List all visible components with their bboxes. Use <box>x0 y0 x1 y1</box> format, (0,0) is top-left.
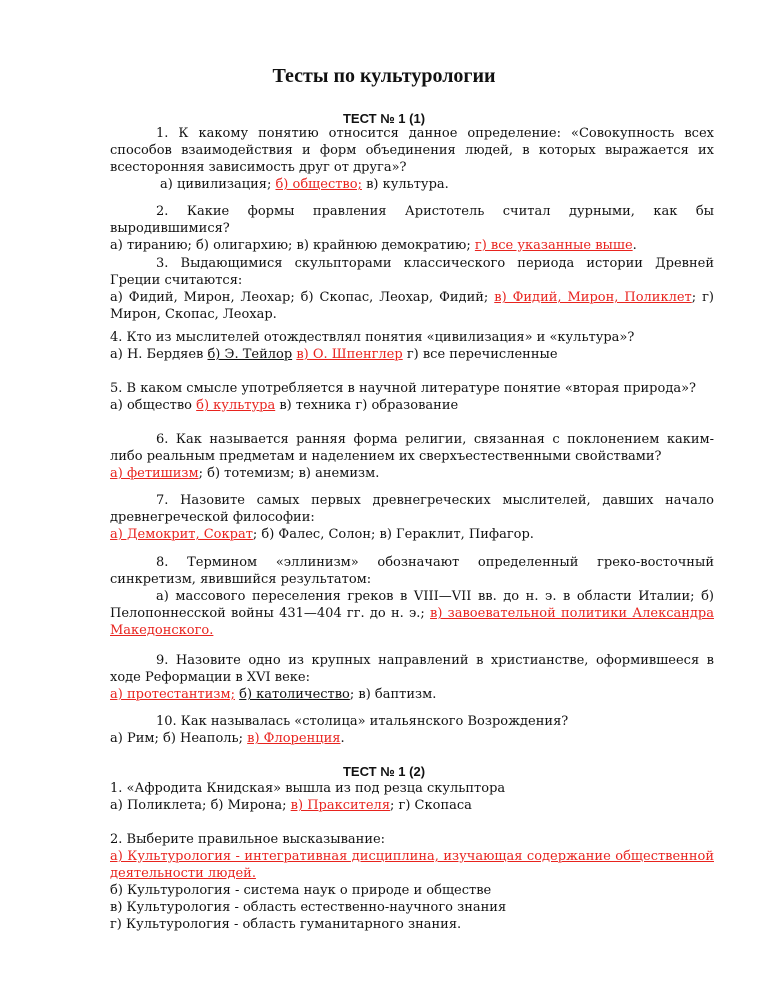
question-text: 7. Назовите самых первых древнегреческих мыслителей, давших начало древнегреческой философии: <box>110 493 714 525</box>
answer-rest: ; г) Скопаса <box>390 798 472 813</box>
question-text: 8. Термином «эллинизм» обозначают определенный греко-восточный синкретизм, явившийся результатом: <box>110 555 714 587</box>
answer-a: а) Н. Бердяев <box>110 347 204 362</box>
test-heading-2: ТЕСТ № 1 (2) <box>342 764 426 779</box>
answer-line <box>110 797 714 814</box>
correct-answer: в) Флоренция <box>247 731 341 746</box>
answer-rest: ; б) тотемизм; в) анемизм. <box>198 466 380 481</box>
question-1 <box>110 125 714 193</box>
answer-rest: ; в) баптизм. <box>349 687 437 702</box>
answer-line <box>110 465 714 482</box>
answer-line <box>110 237 714 254</box>
answer-options: а) массового переселения греков в VIII—VII вв. до н. э. в области Италии; б) Пелопоннесской войны 431—404 гг. до н. э.; <box>110 589 714 621</box>
question-6 <box>110 431 714 482</box>
answer-end: . <box>340 731 345 746</box>
page-title: Тесты по культурологии <box>272 65 496 87</box>
answer-d: г) все перечисленные <box>406 347 558 362</box>
question-4 <box>110 329 714 363</box>
correct-answer: б) культура <box>196 398 276 413</box>
answer-options: а) Рим; б) Неаполь; <box>110 731 244 746</box>
answer-options: а) Поликлета; б) Мирона; <box>110 798 287 813</box>
answer-b: б) Культурология - система наук о природе и обществе <box>110 883 492 898</box>
answer-line <box>110 730 714 747</box>
question-10 <box>110 713 714 747</box>
question-text: 6. Как называется ранняя форма религии, связанная с поклонением каким-либо реальным предметам и наделением их сверхъестественными свойствами? <box>110 432 714 464</box>
question-3 <box>110 255 714 323</box>
question-text: 5. В каком смысле употребляется в научной литературе понятие «вторая природа»? <box>110 381 697 396</box>
question-text: 1. К какому понятию относится данное определение: «Совокупность всех способов взаимодействия и форм объединения людей, в которых выражается их всесторонняя зависимость друг от друга»? <box>110 126 714 175</box>
question-2 <box>110 203 714 254</box>
answer-b: б) католичество <box>239 687 350 702</box>
question-text: 9. Назовите одно из крупных направлений в христианстве, оформившееся в ходе Реформации в XVI веке: <box>110 653 714 685</box>
question-text: 4. Кто из мыслителей отождествлял понятия «цивилизация» и «культура»? <box>110 330 635 345</box>
correct-answer: а) Демокрит, Сократ <box>110 527 253 542</box>
correct-answer: а) фетишизм <box>110 466 199 481</box>
correct-answer: а) Культурология - интегративная дисциплина, изучающая содержание общественной деятельности людей. <box>110 849 714 881</box>
answer-line <box>110 686 714 703</box>
answer-rest: ; г) Мирон, Скопас, Леохар. <box>110 290 714 322</box>
correct-answer: в) О. Шпенглер <box>296 347 403 362</box>
question-text: 10. Как называлась «столица» итальянского Возрождения? <box>156 714 569 729</box>
answer-d: г) Культурология - область гуманитарного знания. <box>110 917 462 932</box>
answer-a: а) цивилизация; <box>160 177 272 192</box>
answer-line <box>110 289 714 323</box>
question-text: 2. Выберите правильное высказывание: <box>110 832 386 847</box>
answer-line <box>110 526 714 543</box>
answer-a: а) общество <box>110 398 193 413</box>
correct-answer: в) Праксителя <box>290 798 391 813</box>
test2-question-2 <box>110 831 714 933</box>
answer-line <box>110 397 714 414</box>
test2-question-1 <box>110 780 714 814</box>
question-text: 3. Выдающимися скульпторами классического периода истории Древней Греции считаются: <box>110 256 714 288</box>
answer-end: . <box>632 238 637 253</box>
answer-b: б) Э. Тейлор <box>207 347 293 362</box>
answer-line <box>110 176 714 193</box>
answer-line <box>110 346 714 363</box>
correct-answer: в) Фидий, Мирон, Поликлет <box>494 290 692 305</box>
correct-answer: в) завоевательной политики Александра Македонского. <box>110 606 714 638</box>
answer-c: в) культура. <box>366 177 449 192</box>
correct-answer: б) общество; <box>275 177 362 192</box>
question-9 <box>110 652 714 703</box>
answer-options: а) Фидий, Мирон, Леохар; б) Скопас, Леохар, Фидий; <box>110 290 489 305</box>
question-text: 2. Какие формы правления Аристотель считал дурными, как бы выродившимися? <box>110 204 714 236</box>
question-text: 1. «Афродита Книдская» вышла из под резца скульптора <box>110 781 506 796</box>
answer-line <box>110 588 714 639</box>
question-7 <box>110 492 714 543</box>
answer-rest: в) техника г) образование <box>279 398 459 413</box>
test-heading-1: ТЕСТ № 1 (1) <box>342 111 426 126</box>
correct-answer: г) все указанные выше <box>474 238 633 253</box>
answer-rest: ; б) Фалес, Солон; в) Гераклит, Пифагор. <box>252 527 534 542</box>
correct-answer: а) протестантизм; <box>110 687 235 702</box>
answer-c: в) Культурология - область естественно-научного знания <box>110 900 507 915</box>
answer-options: а) тиранию; б) олигархию; в) крайнюю демократию; <box>110 238 471 253</box>
question-8 <box>110 554 714 639</box>
question-5 <box>110 380 714 414</box>
